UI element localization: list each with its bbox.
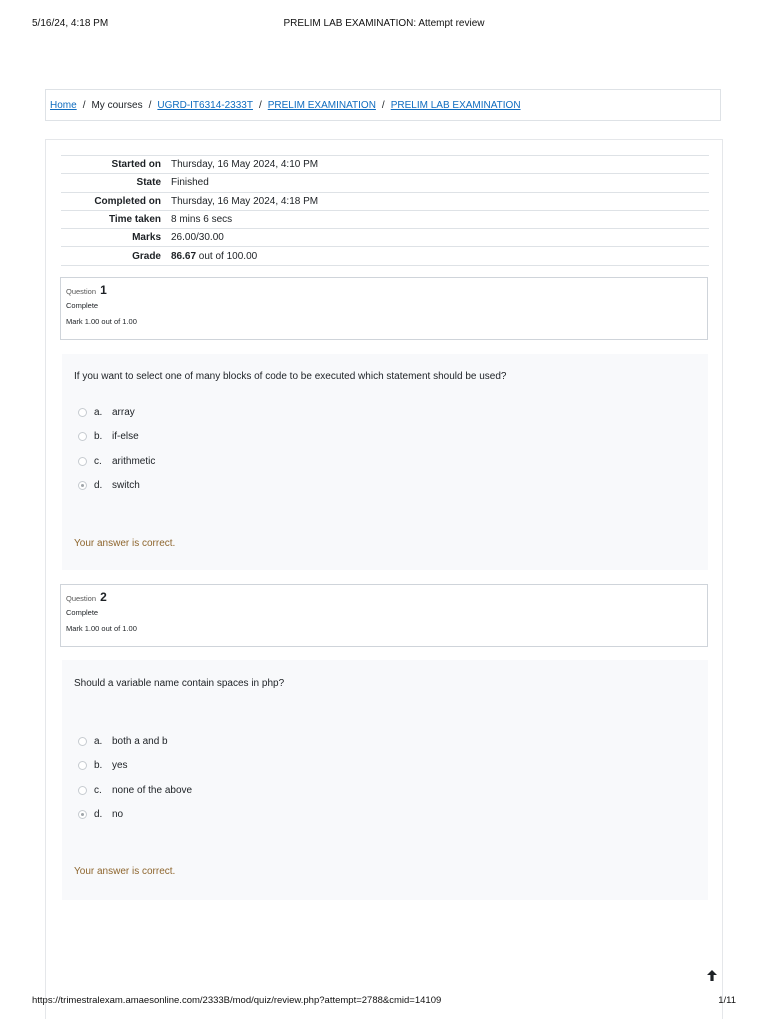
question-info-2 (60, 584, 708, 647)
breadcrumb-course-link[interactable]: UGRD-IT6314-2333T (157, 99, 253, 111)
question-content-2 (62, 660, 708, 900)
radio-button-checked[interactable] (78, 481, 87, 490)
answer-feedback: Your answer is correct. (74, 538, 176, 549)
grade-value: 86.67 (171, 250, 197, 262)
summary-label: Time taken (108, 214, 161, 226)
summary-row-started-on (61, 156, 709, 174)
breadcrumb-my-courses: My courses (91, 99, 143, 111)
answer-letter: d. (94, 809, 103, 821)
answer-letter: a. (94, 406, 103, 418)
answer-option[interactable] (78, 754, 192, 779)
answer-text: arithmetic (112, 455, 156, 467)
back-to-top-button[interactable] (696, 961, 728, 989)
answer-feedback: Your answer is correct. (74, 866, 176, 877)
answer-text: yes (112, 760, 128, 772)
answer-options (78, 400, 155, 498)
summary-label: Marks (132, 232, 161, 244)
question-label: Question (66, 287, 97, 296)
breadcrumb-separator: / (381, 99, 385, 111)
answer-text: no (112, 809, 124, 821)
summary-value: 26.00/30.00 (171, 232, 224, 244)
print-title: PRELIM LAB EXAMINATION: Attempt review (283, 18, 485, 29)
print-page-number: 1/11 (718, 995, 736, 1006)
summary-row-state (61, 174, 709, 192)
question-content-1 (62, 354, 708, 570)
answer-option[interactable] (78, 778, 192, 803)
print-footer (32, 995, 736, 1009)
answer-text: switch (112, 480, 140, 492)
summary-row-time-taken (61, 210, 709, 228)
radio-button[interactable] (78, 432, 87, 441)
print-date: 5/16/24, 4:18 PM (32, 18, 109, 29)
answer-text: none of the above (112, 784, 193, 796)
summary-row-marks (61, 229, 709, 247)
summary-label: Completed on (94, 195, 161, 207)
answer-option[interactable] (78, 425, 155, 450)
radio-button[interactable] (78, 761, 87, 770)
answer-letter: c. (94, 784, 102, 796)
answer-options (78, 729, 192, 827)
summary-label: Started on (111, 159, 161, 171)
breadcrumb (45, 89, 721, 121)
attempt-summary-table (61, 155, 709, 266)
answer-letter: b. (94, 431, 103, 443)
breadcrumb-activity-link[interactable]: PRELIM LAB EXAMINATION (390, 99, 521, 111)
answer-text: if-else (112, 431, 139, 443)
summary-value: Thursday, 16 May 2024, 4:10 PM (171, 159, 319, 171)
breadcrumb-home-link[interactable]: Home (50, 99, 77, 111)
arrow-up-icon (707, 970, 717, 981)
answer-letter: d. (94, 480, 103, 492)
question-text: If you want to select one of many blocks of code to be executed which statement should be used? (74, 371, 507, 382)
question-mark: Mark 1.00 out of 1.00 (66, 317, 137, 326)
breadcrumb-separator: / (148, 99, 152, 111)
summary-row-grade (61, 247, 709, 265)
radio-button-checked[interactable] (78, 810, 87, 819)
summary-value: 8 mins 6 secs (171, 214, 233, 226)
answer-option[interactable] (78, 474, 155, 499)
radio-button[interactable] (78, 457, 87, 466)
answer-text: array (112, 406, 135, 418)
answer-letter: b. (94, 760, 103, 772)
answer-option[interactable] (78, 449, 155, 474)
summary-value (171, 247, 709, 265)
print-url: https://trimestralexam.amaesonline.com/2333B/mod/quiz/review.php?attempt=2788&cmid=14109 (32, 995, 442, 1006)
answer-option[interactable] (78, 400, 155, 425)
question-mark: Mark 1.00 out of 1.00 (66, 624, 137, 633)
question-state: Complete (66, 301, 99, 310)
radio-button[interactable] (78, 408, 87, 417)
answer-option[interactable] (78, 803, 192, 828)
question-number: 1 (100, 283, 107, 297)
summary-label: State (136, 177, 161, 189)
answer-letter: a. (94, 735, 103, 747)
radio-button[interactable] (78, 737, 87, 746)
question-state: Complete (66, 608, 99, 617)
radio-button[interactable] (78, 786, 87, 795)
answer-letter: c. (94, 455, 102, 467)
question-text: Should a variable name contain spaces in php? (74, 678, 285, 689)
question-label: Question (66, 594, 97, 603)
summary-value: Finished (171, 177, 209, 189)
print-header (32, 18, 736, 32)
answer-option[interactable] (78, 729, 192, 754)
grade-suffix: out of 100.00 (196, 250, 258, 262)
breadcrumb-separator: / (258, 99, 262, 111)
summary-row-completed-on (61, 192, 709, 210)
summary-label: Grade (132, 250, 161, 262)
question-number: 2 (100, 590, 107, 604)
summary-value: Thursday, 16 May 2024, 4:18 PM (171, 195, 319, 207)
breadcrumb-separator: / (82, 99, 86, 111)
breadcrumb-section-link[interactable]: PRELIM EXAMINATION (267, 99, 376, 111)
answer-text: both a and b (112, 735, 168, 747)
question-info-1 (60, 277, 708, 340)
